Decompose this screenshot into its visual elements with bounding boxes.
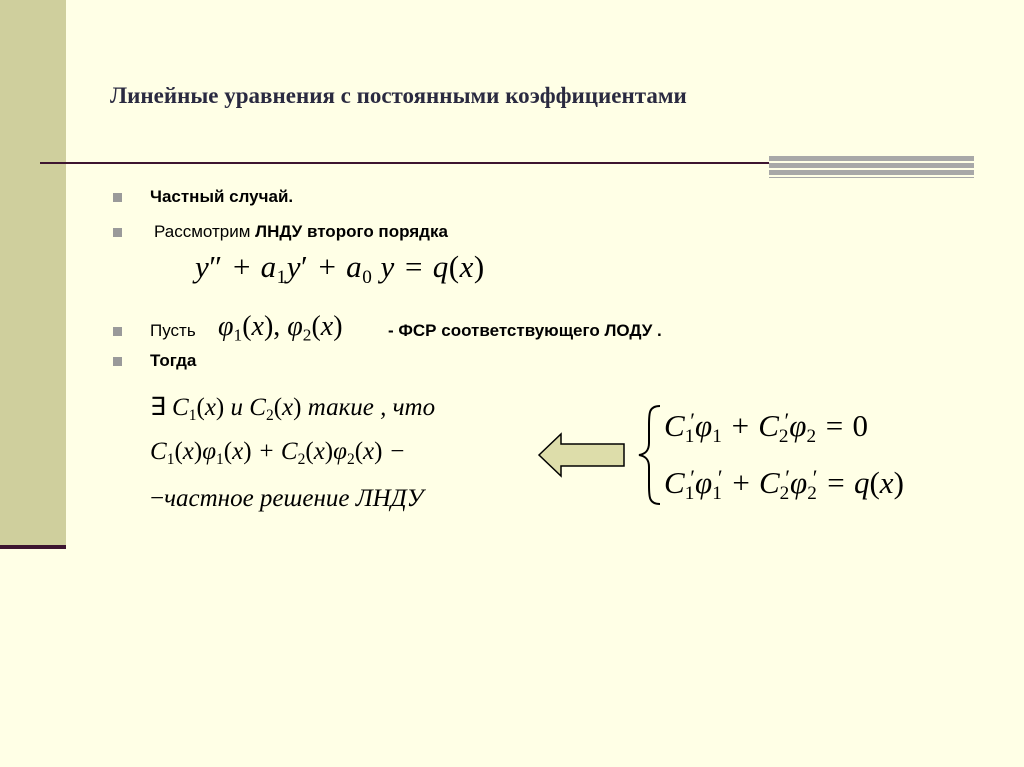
system-equation-2: $C_1'\varphi_1' + C_2'\varphi_2' = q(x)$	[664, 465, 904, 505]
bullet-marker	[113, 228, 122, 237]
bullet-consider	[154, 222, 448, 242]
equation-phi-pair: $\varphi_1(x)$, $\varphi_2(x)$	[218, 311, 343, 345]
equation-exists: ∃ $C_1(x)$ и $C_2(x)$ такие , что	[150, 394, 436, 424]
bullet-consider-prefix: Рассмотрим	[154, 222, 256, 241]
left-decor-rule	[0, 545, 66, 549]
system-equation-1: $C_1'\varphi_1 + C_2'\varphi_2 = 0$	[664, 408, 868, 448]
bullet-consider-term: ЛНДУ второго порядка	[255, 222, 448, 241]
equation-combination: $C_1(x)\varphi_1(x) + C_2(x)\varphi_2(x)$ −	[150, 438, 406, 468]
bullet-marker	[113, 327, 122, 336]
left-decor-strip	[0, 0, 66, 548]
equation-lndu: $y'' + a_1y' + a_0$ y = q(x)	[195, 249, 485, 289]
bullet-let-suffix: - ФСР соответствующего ЛОДУ .	[388, 321, 662, 340]
slide-title: Линейные уравнения с постоянными коэффициентами	[110, 83, 687, 108]
bullet-then: Тогда	[150, 351, 197, 370]
title-decor-bar	[769, 156, 974, 178]
left-arrow-icon	[537, 432, 627, 478]
bullet-marker	[113, 193, 122, 202]
equation-particular-solution: −частное решение ЛНДУ	[150, 485, 424, 512]
bullet-marker	[113, 357, 122, 366]
bullet-let-prefix: Пусть	[150, 321, 196, 340]
bullet-special-case: Частный случай.	[150, 187, 294, 206]
system-brace-icon	[635, 403, 665, 507]
